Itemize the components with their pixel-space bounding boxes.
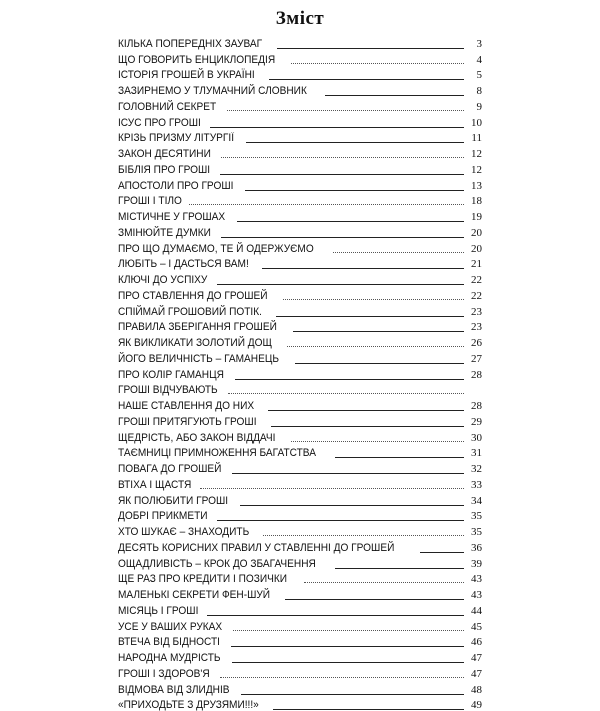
toc-entry <box>118 207 482 223</box>
leader-line <box>240 505 464 506</box>
toc-entry-page: 19 <box>464 211 482 223</box>
leader-line <box>268 410 464 411</box>
toc-entry-page: 44 <box>464 605 482 617</box>
toc-entry <box>118 255 482 271</box>
toc-entry <box>118 239 482 255</box>
leader-line <box>227 110 464 111</box>
toc-entry-title: ПОВАГА ДО ГРОШЕЙ <box>118 463 223 475</box>
toc-entry <box>118 570 482 586</box>
leader-line <box>271 426 464 427</box>
toc-entry <box>118 601 482 617</box>
leader-line <box>231 646 464 647</box>
toc-entry-title: ТАЄМНИЦІ ПРИМНОЖЕННЯ БАГАТСТВА <box>118 447 318 459</box>
toc-entry-page: 36 <box>464 542 482 554</box>
leader-line <box>221 237 464 238</box>
leader-line <box>333 252 464 253</box>
toc-entry-page: 33 <box>464 479 482 491</box>
toc-entry-title: ОЩАДЛИВІСТЬ – КРОК ДО ЗБАГАЧЕННЯ <box>118 558 318 570</box>
toc-entry-page: 28 <box>464 369 482 381</box>
toc-entry-title: ХТО ШУКАЄ – ЗНАХОДИТЬ <box>118 526 251 538</box>
toc-entry-page: 32 <box>464 463 482 475</box>
toc-entry <box>118 160 482 176</box>
toc-entry-title: ЙОГО ВЕЛИЧНІСТЬ – ГАМАНЕЦЬ <box>118 353 281 365</box>
table-of-contents <box>118 34 482 711</box>
toc-entry-title: ВІДМОВА ВІД ЗЛИДНІВ <box>118 684 231 696</box>
toc-entry-title: КІЛЬКА ПОПЕРЕДНІХ ЗАУВАГ <box>118 38 264 50</box>
toc-entry-title: ВТІХА І ЩАСТЯ <box>118 479 193 491</box>
page-title: Зміст <box>0 8 600 30</box>
toc-entry-title: НАШЕ СТАВЛЕННЯ ДО НИХ <box>118 400 256 412</box>
toc-entry <box>118 66 482 82</box>
toc-entry-title: ЗАЗИРНЕМО У ТЛУМАЧНИЙ СЛОВНИК <box>118 85 309 97</box>
toc-entry-title: УСЕ У ВАШИХ РУКАХ <box>118 621 224 633</box>
toc-entry-page: 47 <box>464 668 482 680</box>
toc-entry <box>118 444 482 460</box>
toc-entry-page: 26 <box>464 337 482 349</box>
toc-entry-title: ІСУС ПРО ГРОШІ <box>118 117 203 129</box>
leader-line <box>295 363 464 364</box>
toc-entry <box>118 648 482 664</box>
toc-entry <box>118 538 482 554</box>
toc-entry-page: 23 <box>464 306 482 318</box>
toc-entry-title: ПРАВИЛА ЗБЕРІГАННЯ ГРОШЕЙ <box>118 321 279 333</box>
toc-entry-page: 43 <box>464 589 482 601</box>
leader-line <box>277 48 464 49</box>
toc-entry <box>118 696 482 711</box>
toc-entry <box>118 491 482 507</box>
leader-line <box>335 457 464 458</box>
toc-entry <box>118 286 482 302</box>
toc-entry-page: 35 <box>464 510 482 522</box>
leader-line <box>304 582 464 583</box>
toc-entry <box>118 129 482 145</box>
toc-entry-title: ДОБРІ ПРИКМЕТИ <box>118 510 209 522</box>
toc-entry-page: 13 <box>464 180 482 192</box>
toc-entry-title: КРІЗЬ ПРИЗМУ ЛІТУРГІЇ <box>118 132 236 144</box>
leader-line <box>217 284 464 285</box>
toc-entry-page: 18 <box>464 195 482 207</box>
toc-entry <box>118 459 482 475</box>
toc-entry-title: ЗАКОН ДЕСЯТИНИ <box>118 148 213 160</box>
leader-line <box>245 190 464 191</box>
toc-entry <box>118 81 482 97</box>
toc-entry <box>118 428 482 444</box>
leader-line <box>420 552 464 553</box>
toc-entry-title: БІБЛІЯ ПРО ГРОШІ <box>118 164 212 176</box>
toc-entry-title: МІСЯЦЬ І ГРОШІ <box>118 605 200 617</box>
toc-entry-title: ІСТОРІЯ ГРОШЕЙ В УКРАЇНІ <box>118 69 257 81</box>
leader-line <box>262 268 464 269</box>
toc-entry-page: 20 <box>464 227 482 239</box>
toc-entry-title: ЩЕДРІСТЬ, АБО ЗАКОН ВІДДАЧІ <box>118 432 277 444</box>
toc-entry <box>118 633 482 649</box>
leader-line <box>241 694 464 695</box>
toc-entry-page: 31 <box>464 447 482 459</box>
toc-entry-page: 30 <box>464 432 482 444</box>
toc-entry <box>118 381 482 397</box>
toc-entry <box>118 664 482 680</box>
toc-entry <box>118 113 482 129</box>
toc-entry-page: 39 <box>464 558 482 570</box>
toc-entry-title: КЛЮЧІ ДО УСПІХУ <box>118 274 209 286</box>
leader-line <box>200 488 464 489</box>
leader-line <box>189 204 464 205</box>
leader-line <box>291 63 464 64</box>
toc-entry <box>118 554 482 570</box>
toc-entry <box>118 192 482 208</box>
toc-entry-page: 11 <box>464 132 482 144</box>
toc-entry <box>118 34 482 50</box>
toc-entry-title: МАЛЕНЬКІ СЕКРЕТИ ФЕН-ШУЙ <box>118 589 272 601</box>
leader-line <box>283 299 464 300</box>
toc-entry-title: «ПРИХОДЬТЕ З ДРУЗЯМИ!!!» <box>118 699 261 711</box>
toc-entry-page: 45 <box>464 621 482 633</box>
leader-line <box>325 95 464 96</box>
toc-entry <box>118 333 482 349</box>
toc-entry-title: НАРОДНА МУДРІСТЬ <box>118 652 222 664</box>
toc-entry-title: ЛЮБІТЬ – І ДАСТЬСЯ ВАМ! <box>118 258 251 270</box>
leader-line <box>233 630 464 631</box>
toc-entry <box>118 412 482 428</box>
toc-entry-title: ПРО КОЛІР ГАМАНЦЯ <box>118 369 226 381</box>
toc-entry <box>118 522 482 538</box>
toc-entry-page: 5 <box>464 69 482 81</box>
leader-line <box>273 709 464 710</box>
toc-entry-title: АПОСТОЛИ ПРО ГРОШІ <box>118 180 235 192</box>
toc-entry-page: 28 <box>464 400 482 412</box>
toc-entry-page: 20 <box>464 243 482 255</box>
toc-entry-page: 35 <box>464 526 482 538</box>
toc-entry-page: 12 <box>464 148 482 160</box>
toc-entry-page: 12 <box>464 164 482 176</box>
leader-line <box>210 127 464 128</box>
toc-entry-title: ГОЛОВНИЙ СЕКРЕТ <box>118 101 218 113</box>
toc-entry-title: ГРОШІ ВІДЧУВАЮТЬ <box>118 384 220 396</box>
toc-entry-page: 43 <box>464 573 482 585</box>
toc-entry-page: 22 <box>464 290 482 302</box>
leader-line <box>207 615 464 616</box>
leader-line <box>228 393 464 394</box>
toc-entry-page: 22 <box>464 274 482 286</box>
leader-line <box>232 662 465 663</box>
toc-entry-title: ГРОШІ ПРИТЯГУЮТЬ ГРОШІ <box>118 416 258 428</box>
toc-entry-page: 23 <box>464 321 482 333</box>
toc-entry-title: ЗМІНЮЙТЕ ДУМКИ <box>118 227 213 239</box>
toc-entry-title: МІСТИЧНЕ У ГРОШАХ <box>118 211 227 223</box>
leader-line <box>237 221 465 222</box>
toc-entry <box>118 585 482 601</box>
leader-line <box>276 316 464 317</box>
toc-entry-page: 46 <box>464 636 482 648</box>
toc-entry-title: ПРО ЩО ДУМАЄМО, ТЕ Й ОДЕРЖУЄМО <box>118 243 316 255</box>
toc-entry <box>118 302 482 318</box>
leader-line <box>246 142 464 143</box>
toc-entry <box>118 349 482 365</box>
leader-line <box>220 677 464 678</box>
toc-entry <box>118 270 482 286</box>
toc-entry-page: 9 <box>464 101 482 113</box>
leader-line <box>293 331 464 332</box>
toc-entry-title: ГРОШІ І ЗДОРОВ'Я <box>118 668 211 680</box>
leader-line <box>335 568 464 569</box>
leader-line <box>269 79 464 80</box>
toc-entry-page: 27 <box>464 353 482 365</box>
leader-line <box>217 520 464 521</box>
toc-entry-page: 3 <box>464 38 482 50</box>
toc-entry-page: 34 <box>464 495 482 507</box>
toc-entry-title: ГРОШІ І ТІЛО <box>118 195 184 207</box>
toc-entry <box>118 680 482 696</box>
toc-entry-page: 21 <box>464 258 482 270</box>
leader-line <box>287 346 464 347</box>
toc-entry-title: ЯК ВИКЛИКАТИ ЗОЛОТИЙ ДОЩ <box>118 337 274 349</box>
toc-entry <box>118 97 482 113</box>
toc-entry-title: ЩЕ РАЗ ПРО КРЕДИТИ І ПОЗИЧКИ <box>118 573 289 585</box>
toc-entry <box>118 144 482 160</box>
toc-entry-page: 29 <box>464 416 482 428</box>
toc-entry-page: 4 <box>464 54 482 66</box>
toc-entry-page: 49 <box>464 699 482 711</box>
toc-entry-title: СПІЙМАЙ ГРОШОВИЙ ПОТІК. <box>118 306 264 318</box>
leader-line <box>235 379 464 380</box>
toc-entry-page: 8 <box>464 85 482 97</box>
toc-entry <box>118 50 482 66</box>
toc-entry-title: ПРО СТАВЛЕННЯ ДО ГРОШЕЙ <box>118 290 269 302</box>
toc-entry-page: 47 <box>464 652 482 664</box>
toc-entry-page: 10 <box>464 117 482 129</box>
toc-entry <box>118 475 482 491</box>
toc-entry-page: 48 <box>464 684 482 696</box>
toc-entry <box>118 396 482 412</box>
toc-entry-title: ДЕСЯТЬ КОРИСНИХ ПРАВИЛ У СТАВЛЕННІ ДО ГРОШЕЙ <box>118 542 396 554</box>
toc-entry <box>118 617 482 633</box>
leader-line <box>220 174 464 175</box>
leader-line <box>291 441 464 442</box>
toc-entry <box>118 223 482 239</box>
toc-entry <box>118 176 482 192</box>
toc-entry <box>118 318 482 334</box>
leader-line <box>221 157 464 158</box>
leader-line <box>232 473 464 474</box>
toc-entry-title: ЩО ГОВОРИТЬ ЕНЦИКЛОПЕДІЯ <box>118 54 277 66</box>
toc-entry-title: ЯК ПОЛЮБИТИ ГРОШІ <box>118 495 230 507</box>
toc-entry <box>118 365 482 381</box>
toc-entry-title: ВТЕЧА ВІД БІДНОСТІ <box>118 636 222 648</box>
leader-line <box>263 535 464 536</box>
toc-entry <box>118 507 482 523</box>
